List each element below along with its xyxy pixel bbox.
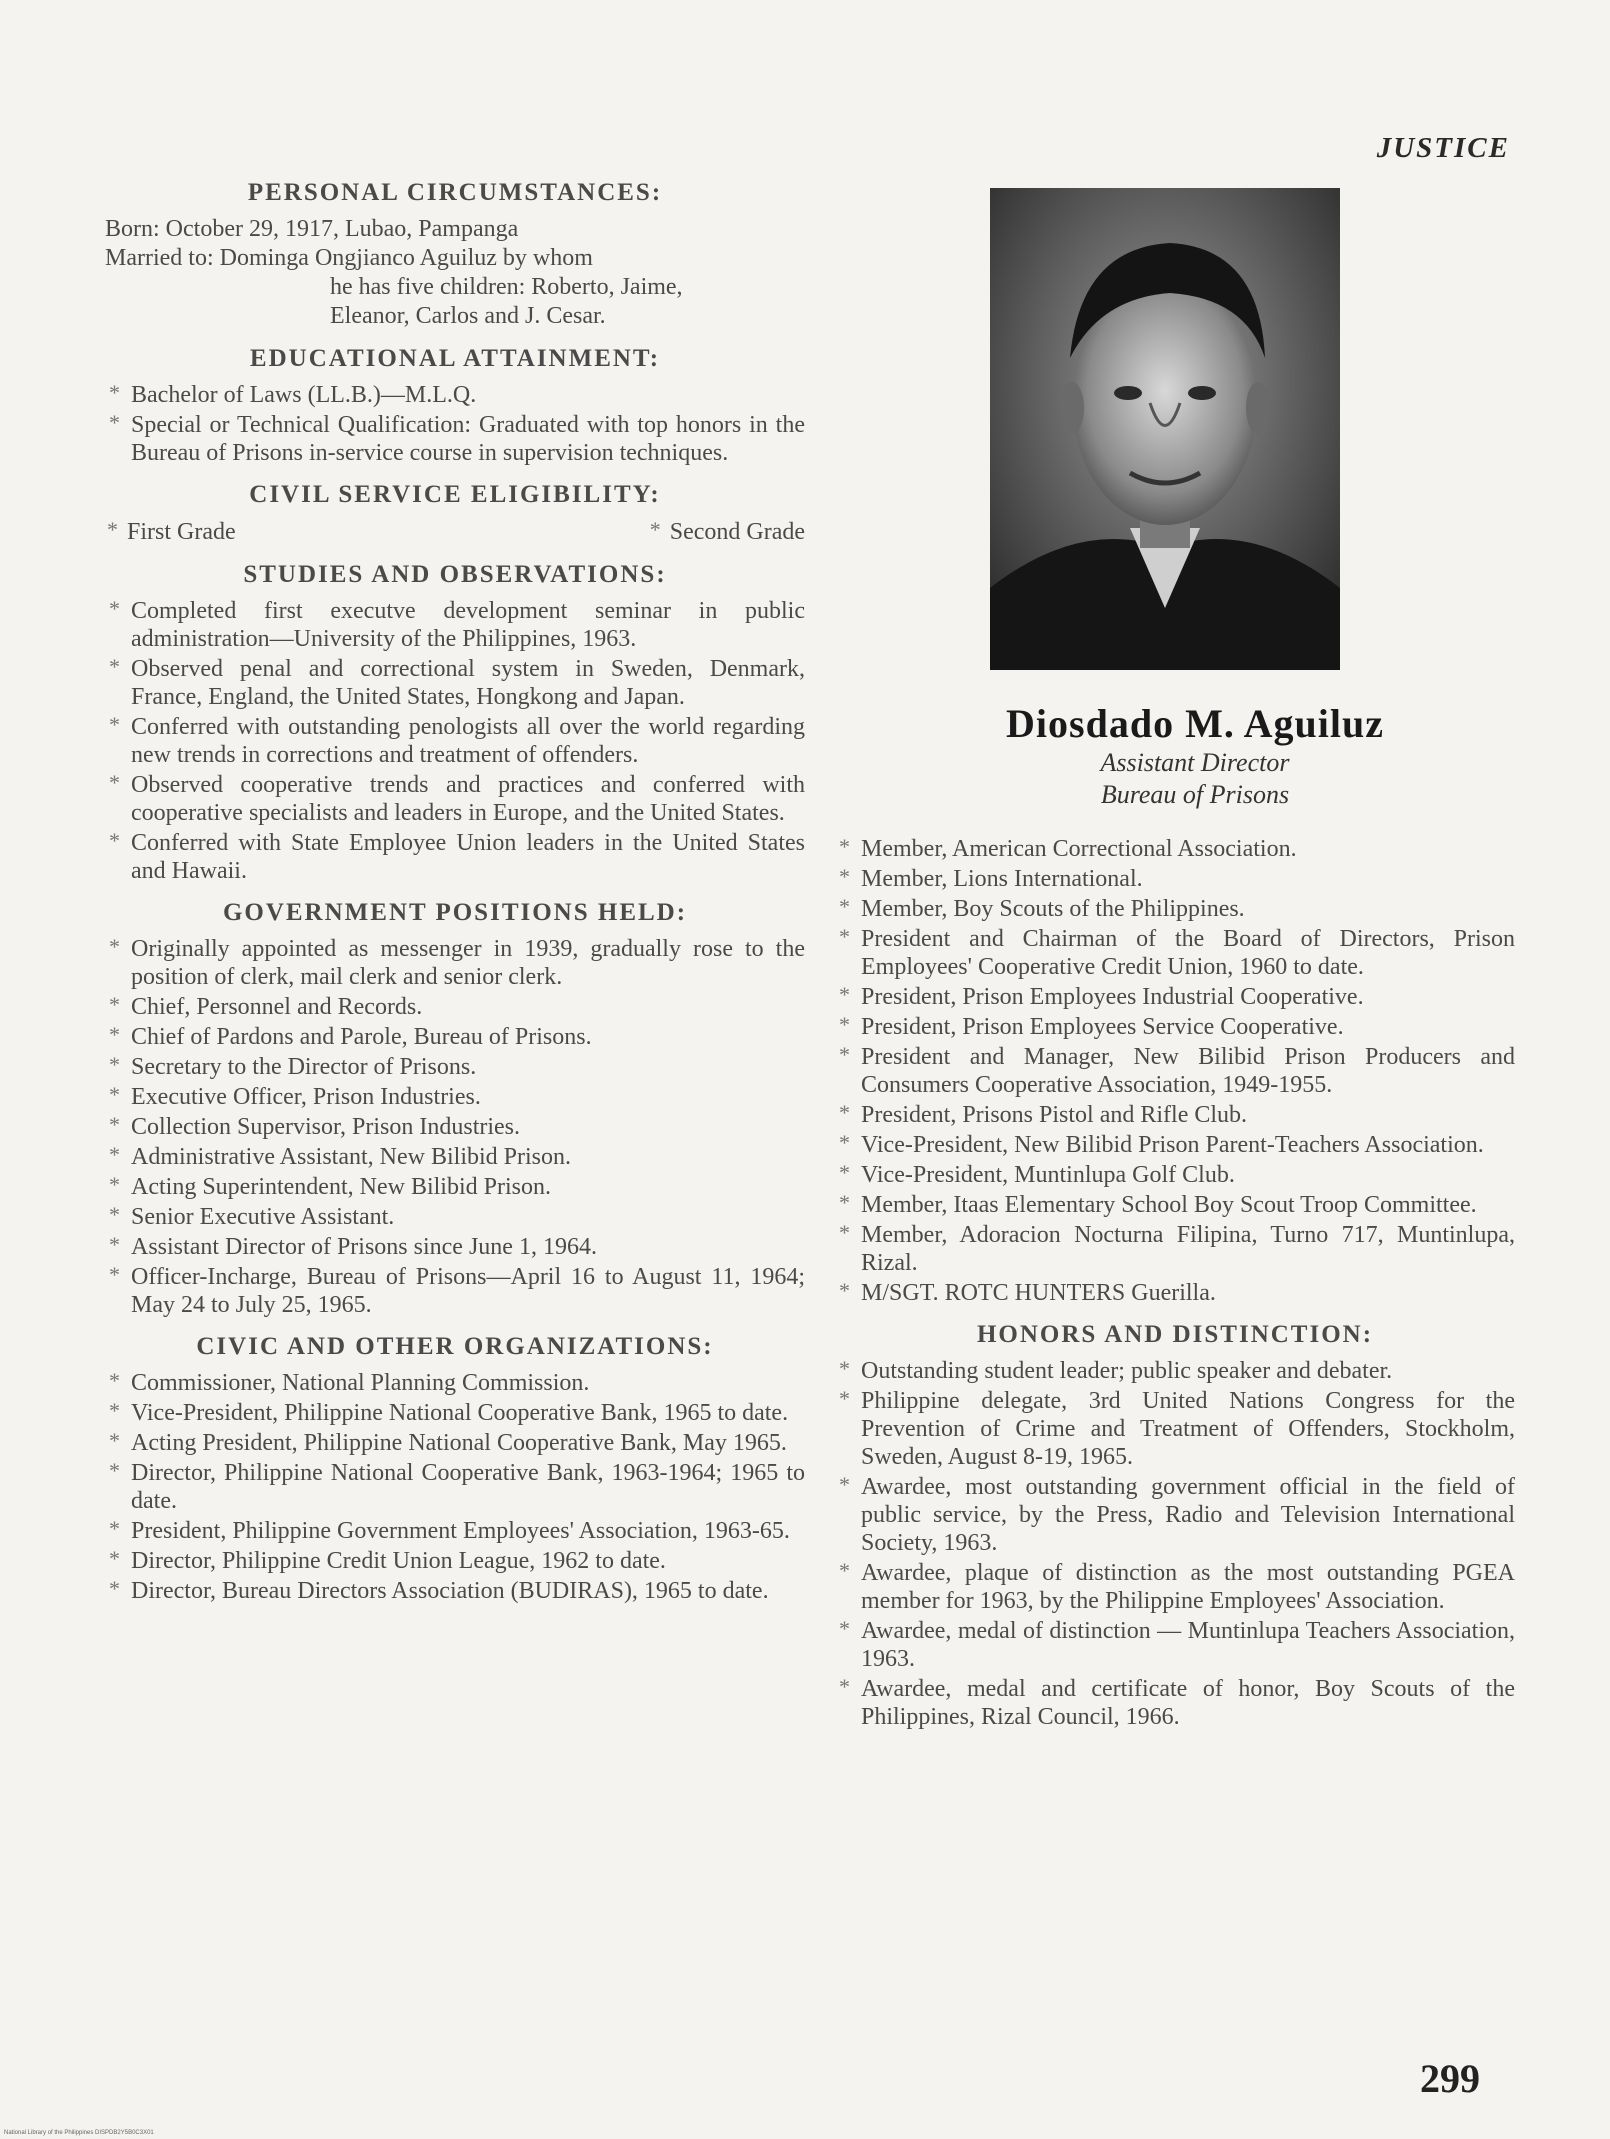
portrait-photo [990, 188, 1340, 670]
running-head: JUSTICE [1376, 132, 1510, 164]
list-item: * Member, Boy Scouts of the Philippines. [835, 895, 1515, 923]
profile-name: Diosdado M. Aguiluz [1006, 701, 1384, 746]
list-item: * Collection Supervisor, Prison Industries. [105, 1113, 805, 1141]
list-item: * Assistant Director of Prisons since June 1, 1964. [105, 1233, 805, 1261]
second-grade: * Second Grade [648, 517, 805, 547]
list-item: * Outstanding student leader; public speaker and debater. [835, 1357, 1515, 1385]
list-item: * Commissioner, National Planning Commission. [105, 1369, 805, 1397]
list-item: * Director, Philippine National Cooperative Bank, 1963-1964; 1965 to date. [105, 1459, 805, 1515]
list-item: * Acting Superintendent, New Bilibid Prison. [105, 1173, 805, 1201]
first-grade: * First Grade [105, 517, 236, 547]
page-number: 299 [1420, 2056, 1480, 2101]
right-column [835, 835, 1515, 1733]
list-item: * Executive Officer, Prison Industries. [105, 1083, 805, 1111]
list-item: * Originally appointed as messenger in 1939, gradually rose to the position of clerk, mail clerk and senior clerk. [105, 935, 805, 991]
profile-caption [920, 700, 1470, 811]
list-item: * Awardee, most outstanding government official in the field of public service, by the Press, Radio and Television International Society, 1963. [835, 1473, 1515, 1557]
left-column [105, 165, 805, 1607]
honors-list [835, 1357, 1515, 1731]
list-item: * Chief, Personnel and Records. [105, 993, 805, 1021]
portrait-image [990, 188, 1340, 670]
studies-section [105, 561, 805, 885]
government-heading: GOVERNMENT POSITIONS HELD: [222, 899, 688, 926]
personal-section [105, 179, 805, 331]
list-item: * Officer-Incharge, Bureau of Prisons—April 16 to August 11, 1964; May 24 to July 25, 1965. [105, 1263, 805, 1319]
list-item: * Observed penal and correctional system in Sweden, Denmark, France, England, the United States, Hongkong and Japan. [105, 655, 805, 711]
married-line-cont2: Eleanor, Carlos and J. Cesar. [330, 303, 606, 329]
list-item: * President, Prison Employees Service Cooperative. [835, 1013, 1515, 1041]
list-item: * Philippine delegate, 3rd United Nations Congress for the Prevention of Crime and Treatment of Offenders, Stockholm, Sweden, August 8-19, 1965. [835, 1387, 1515, 1471]
memberships-list [835, 835, 1515, 1307]
honors-heading: HONORS AND DISTINCTION: [976, 1321, 1374, 1348]
list-item: * M/SGT. ROTC HUNTERS Guerilla. [835, 1279, 1515, 1307]
education-section [105, 345, 805, 467]
profile-title-1: Assistant Director [1100, 748, 1290, 777]
profile-title-2: Bureau of Prisons [1100, 780, 1290, 809]
list-item: * Special or Technical Qualification: Graduated with top honors in the Bureau of Prisons in-service course in supervision techniques. [105, 411, 805, 467]
born-line: Born: October 29, 1917, Lubao, Pampanga [105, 216, 519, 242]
education-heading: EDUCATIONAL ATTAINMENT: [249, 345, 661, 372]
government-list [105, 935, 805, 1319]
list-item: * Vice-President, Philippine National Cooperative Bank, 1965 to date. [105, 1399, 805, 1427]
married-line: Married to: Dominga Ongjianco Aguiluz by whom [105, 245, 593, 271]
list-item: * Vice-President, Muntinlupa Golf Club. [835, 1161, 1515, 1189]
studies-list [105, 597, 805, 885]
list-item: * Conferred with State Employee Union leaders in the United States and Hawaii. [105, 829, 805, 885]
married-line-cont1: he has five children: Roberto, Jaime, [330, 274, 683, 300]
list-item: * Observed cooperative trends and practices and conferred with cooperative specialists and leaders in Europe, and the United States. [105, 771, 805, 827]
list-item: * President, Prison Employees Industrial Cooperative. [835, 983, 1515, 1011]
honors-section [835, 1321, 1515, 1731]
list-item: * Vice-President, New Bilibid Prison Parent-Teachers Association. [835, 1131, 1515, 1159]
footer-note: National Library of the Philippines DISPDB2Y5B0C3X01 [4, 2130, 154, 2136]
list-item: * President and Chairman of the Board of Directors, Prison Employees' Cooperative Credit Union, 1960 to date. [835, 925, 1515, 981]
list-item: * Conferred with outstanding penologists all over the world regarding new trends in corrections and treatment of offenders. [105, 713, 805, 769]
list-item: * Senior Executive Assistant. [105, 1203, 805, 1231]
studies-heading: STUDIES AND OBSERVATIONS: [243, 561, 667, 588]
civil-service-section [105, 481, 805, 547]
list-item: * Member, Lions International. [835, 865, 1515, 893]
list-item: * Director, Philippine Credit Union League, 1962 to date. [105, 1547, 805, 1575]
list-item: * Member, American Correctional Association. [835, 835, 1515, 863]
list-item: * Awardee, plaque of distinction as the most outstanding PGEA member for 1963, by the Philippine Employees' Association. [835, 1559, 1515, 1615]
list-item: * Completed first executve development seminar in public administration—University of the Philippines, 1963. [105, 597, 805, 653]
civic-heading: CIVIC AND OTHER ORGANIZATIONS: [196, 1333, 714, 1360]
list-item: * President and Manager, New Bilibid Prison Producers and Consumers Cooperative Association, 1949-1955. [835, 1043, 1515, 1099]
list-item: * Secretary to the Director of Prisons. [105, 1053, 805, 1081]
list-item: * Acting President, Philippine National Cooperative Bank, May 1965. [105, 1429, 805, 1457]
civic-list [105, 1369, 805, 1605]
civil-service-heading: CIVIL SERVICE ELIGIBILITY: [249, 481, 661, 508]
education-list [105, 381, 805, 467]
list-item: * Administrative Assistant, New Bilibid Prison. [105, 1143, 805, 1171]
list-item: * Awardee, medal of distinction — Muntinlupa Teachers Association, 1963. [835, 1617, 1515, 1673]
government-section [105, 899, 805, 1319]
list-item: * Member, Itaas Elementary School Boy Scout Troop Committee. [835, 1191, 1515, 1219]
civic-section [105, 1333, 805, 1605]
list-item: * Director, Bureau Directors Association (BUDIRAS), 1965 to date. [105, 1577, 805, 1605]
list-item: * President, Philippine Government Employees' Association, 1963-65. [105, 1517, 805, 1545]
list-item: * Awardee, medal and certificate of honor, Boy Scouts of the Philippines, Rizal Council, 1966. [835, 1675, 1515, 1731]
list-item: * President, Prisons Pistol and Rifle Club. [835, 1101, 1515, 1129]
civil-service-row [105, 517, 805, 547]
list-item: * Member, Adoracion Nocturna Filipina, Turno 717, Muntinlupa, Rizal. [835, 1221, 1515, 1277]
personal-heading: PERSONAL CIRCUMSTANCES: [247, 179, 663, 206]
list-item: * Chief of Pardons and Parole, Bureau of Prisons. [105, 1023, 805, 1051]
list-item: * Bachelor of Laws (LL.B.)—M.L.Q. [105, 381, 805, 409]
